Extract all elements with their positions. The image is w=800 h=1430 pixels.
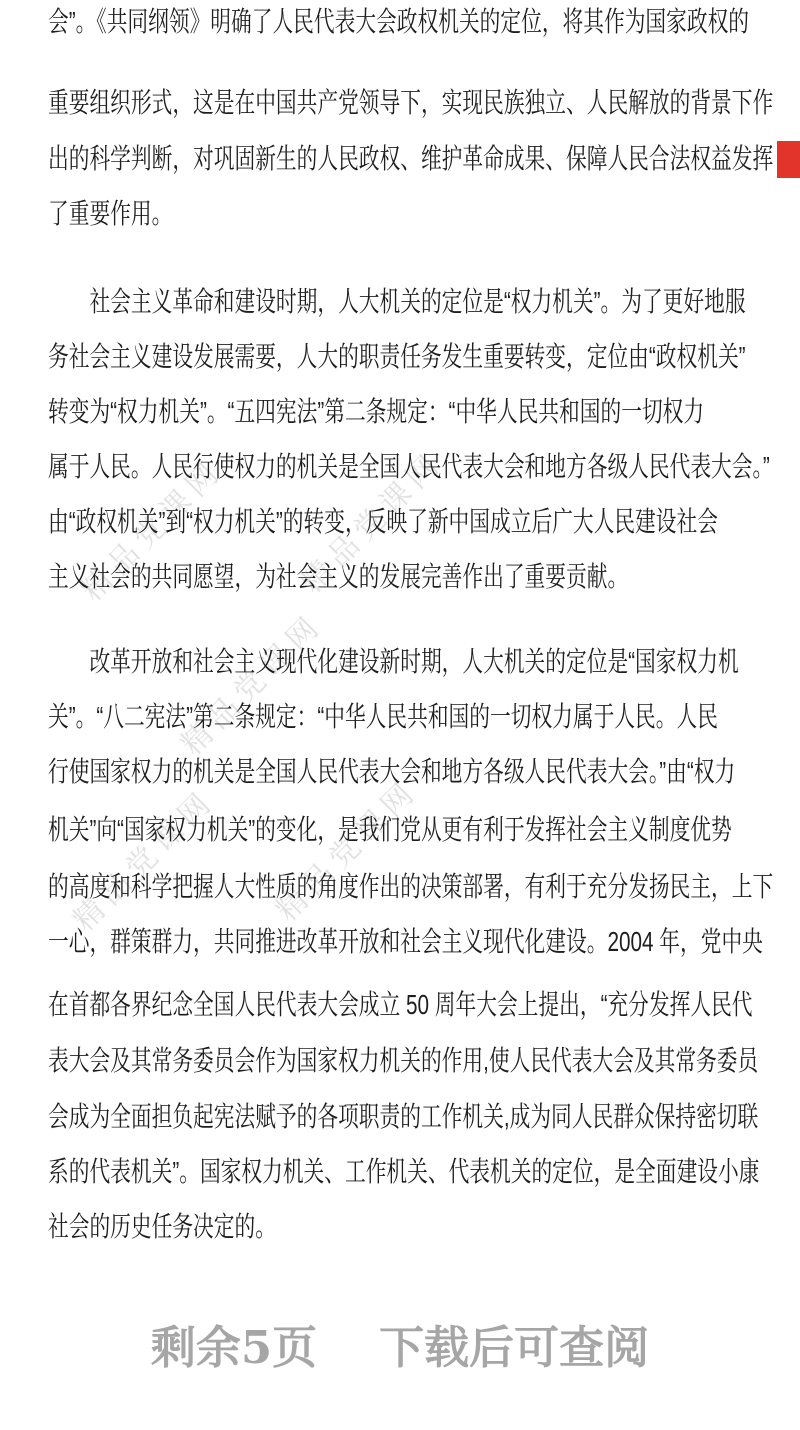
document-line	[48, 1155, 800, 1189]
document-line	[48, 755, 800, 789]
document-line-text: 改革开放和社会主义现代化建设新时期，人大机关的定位是“国家权力机	[48, 646, 739, 677]
document-line	[48, 813, 800, 847]
document-line	[48, 1210, 356, 1244]
document-line-text: 表大会及其常务委员会作为国家权力机关的作用,使人民代表大会及其常务委员	[48, 1045, 759, 1076]
document-line	[48, 395, 800, 429]
watermark-text: 精品党课网	[175, 607, 330, 762]
document-line	[48, 870, 800, 904]
document-line	[48, 645, 800, 679]
document-line	[48, 285, 800, 319]
remaining-pages-banner	[0, 1322, 800, 1374]
download-note-label: 下载后可查阅	[379, 1321, 650, 1374]
document-line	[48, 560, 800, 594]
document-line-text: 关”。“八二宪法”第二条规定：“中华人民共和国的一切权力属于人民。人民	[48, 701, 718, 732]
document-line-text: 务社会主义建设发展需要，人大的职责任务发生重要转变，定位由“政权机关”	[48, 341, 746, 372]
document-line	[48, 988, 800, 1022]
document-line-text: 了重要作用。	[48, 198, 173, 229]
watermark-text: 精品党课网	[270, 773, 425, 928]
document-line	[48, 197, 216, 231]
document-line	[48, 86, 800, 120]
red-marker	[777, 141, 800, 178]
document-line	[48, 142, 800, 176]
document-line	[48, 1100, 800, 1134]
document-line-text: 的高度和科学把握人大性质的角度作出的决策部署，有利于充分发扬民主，上下	[48, 871, 774, 902]
document-line-text: 会”。《共同纲领》明确了人民代表大会政权机关的定位，将其作为国家政权的	[48, 6, 750, 37]
document-line-text: 社会的历史任务决定的。	[48, 1211, 276, 1242]
remaining-pages-label: 剩余5页	[150, 1321, 318, 1374]
document-line-text: 主义社会的共同愿望，为社会主义的发展完善作出了重要贡献。	[48, 561, 629, 592]
document-line	[48, 505, 800, 539]
document-line-text: 会成为全面担负起宪法赋予的各项职责的工作机关,成为同人民群众保持密切联	[48, 1101, 759, 1132]
document-line-text: 出的科学判断，对巩固新生的人民政权、维护革命成果、保障人民合法权益发挥	[48, 143, 774, 174]
document-line-text: 机关”向“国家权力机关”的变化，是我们党从更有利于发挥社会主义制度优势	[48, 814, 732, 845]
document-line-text: 属于人民。人民行使权力的机关是全国人民代表大会和地方各级人民代表大会。”	[48, 451, 770, 482]
document-line	[48, 1044, 800, 1078]
document-line	[48, 5, 800, 39]
watermark-text: 精品党课网	[67, 783, 222, 938]
document-line-text: 在首都各界纪念全国人民代表大会成立 50 周年大会上提出，“充分发挥人民代	[48, 989, 753, 1020]
document-line	[48, 450, 800, 484]
document-line-text: 重要组织形式，这是在中国共产党领导下，实现民族独立、人民解放的背景下作	[48, 87, 774, 118]
document-line	[48, 340, 800, 374]
document-line-text: 行使国家权力的机关是全国人民代表大会和地方各级人民代表大会。”由“权力	[48, 756, 736, 787]
document-line-text: 一心，群策群力，共同推进改革开放和社会主义现代化建设。2004 年，党中央	[48, 926, 763, 957]
watermark-text: 精品党课网	[75, 453, 230, 608]
document-line	[48, 700, 800, 734]
watermark-text: 精品党课网	[295, 445, 450, 600]
document-line	[48, 925, 800, 959]
document-line-text: 社会主义革命和建设时期，人大机关的定位是“权力机关”。为了更好地服	[48, 286, 746, 317]
document-line-text: 系的代表机关”。国家权力机关、工作机关、代表机关的定位，是全面建设小康	[48, 1156, 760, 1187]
document-line-text: 转变为“权力机关”。“五四宪法”第二条规定：“中华人民共和国的一切权力	[48, 396, 705, 427]
document-line-text: 由“政权机关”到“权力机关”的转变，反映了新中国成立后广大人民建设社会	[48, 506, 718, 537]
